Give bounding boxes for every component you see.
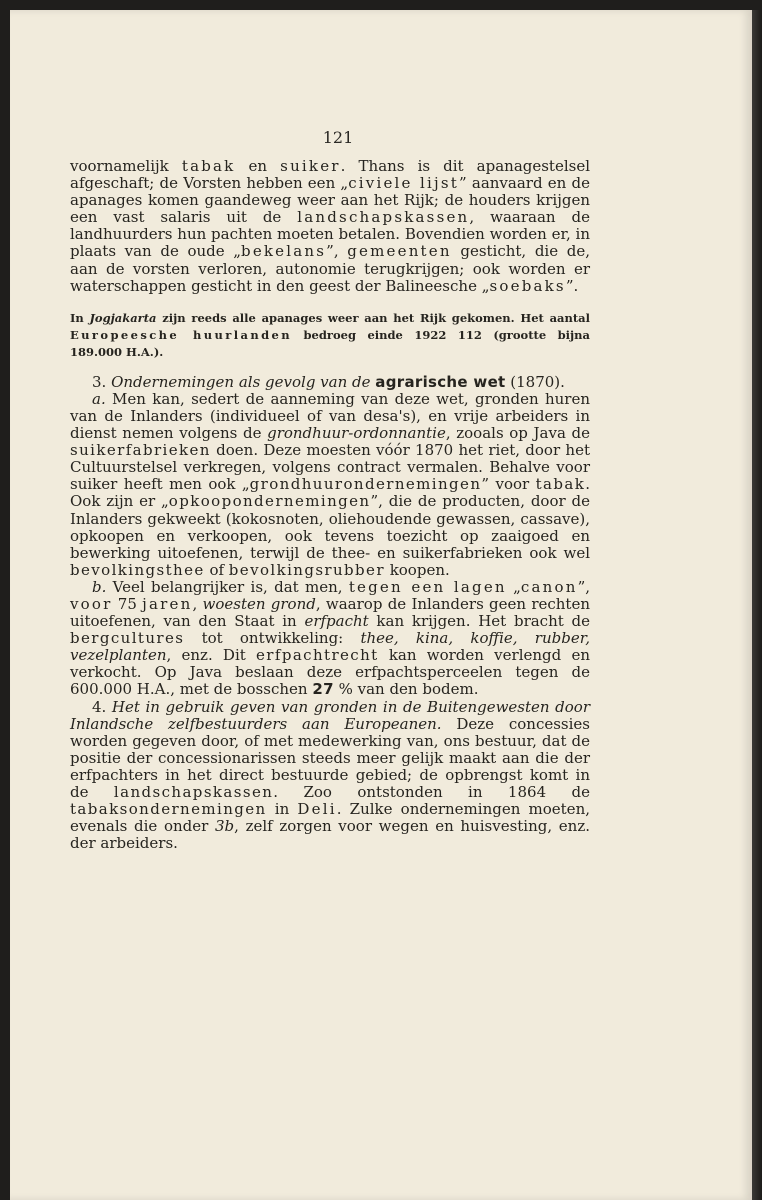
page-body	[70, 158, 590, 852]
paragraph-b: b. Veel belangrijker is, dat men, tegen een lagen „canon”, voor 75 jaren, woesten grond, waarop de Inlanders geen rechten uitoefenen, van den Staat in erfpacht kan krijgen. Het bracht de bergcultures tot ontwikkeling: thee, kina, koffie, rubber, vezelplanten, enz. Dit erfpachtrecht kan worden verlengd en verkocht. Op Java beslaan deze erfpachtsperceelen tegen de 600.000 H.A., met de bosschen 27 % van den bodem.	[70, 577, 591, 699]
page-number: 121	[322, 128, 354, 147]
paragraph-apanage: voornamelijk tabak en suiker. Thans is dit apanagestelsel afgeschaft; de Vorsten hebben een „civiele lijst” aanvaard en de apanages komen gaandeweg weer aan het Rijk; de houders krijgen een vast salaris uit de landschapskassen, waaraan de landhuurders hun pachten moeten betalen. Bovendien worden er, in plaats van de oude „bekelans”, gemeenten gesticht, die de, aan de vorsten verloren, autonomie terugkrijgen; ook worden er waterschappen gesticht in den geest der Balineesche „soebaks”.	[70, 157, 591, 295]
paragraph-a: a. Men kan, sedert de aanneming van deze wet, gronden huren van de Inlanders (individueel of van desa's), en vrije arbeiders in dienst nemen volgens de grondhuur-ordonnantie, zooals op Java de suikerfabrieken doen. Deze moesten vóór 1870 het riet, door het Cultuurstelsel verkregen, volgens contract vermalen. Behalve voor suiker heeft men ook „grondhuurondernemingen” voor tabak. Ook zijn er „opkoopondernemingen”, die de producten, door de Inlanders gekweekt (kokosnoten, oliehoudende gewassen, cassave), opkoopen en verkoopen, ook tevens toezicht op zaaigoed en bewerking uitoefenen, terwijl de thee- en suikerfabrieken ook wel bevolkingsthee of bevolkingsrubber koopen.	[70, 389, 591, 579]
book-page	[10, 10, 752, 1200]
section-4-paragraph: 4. Het in gebruik geven van gronden in de Buitengewesten door Inlandsche zelfbestuurders aan Europeanen. Deze concessies worden gegeven door, of met medewerking van, ons bestuur, dat de positie der concessionarissen steeds meer gelijk maakt aan die der erfpachters in het direct bestuurde gebied; de opbrengst komt in de landschapskassen. Zoo ontstonden in 1864 de tabaksondernemingen in Deli. Zulke ondernemingen moeten, evenals die onder 3b, zelf zorgen voor wegen en huisvesting, enz. der arbeiders.	[70, 697, 591, 853]
page-edge-shadow	[752, 10, 762, 1200]
footnote-jogjakarta: In Jogjakarta zijn reeds alle apanages weer aan het Rijk gekomen. Het aantal Europeesche huurlanden bedroeg einde 1922 112 (grootte bijna 189.000 H.A.).	[70, 310, 590, 359]
section-3-heading: 3. Ondernemingen als gevolg van de agrarische wet (1870).	[92, 372, 565, 391]
